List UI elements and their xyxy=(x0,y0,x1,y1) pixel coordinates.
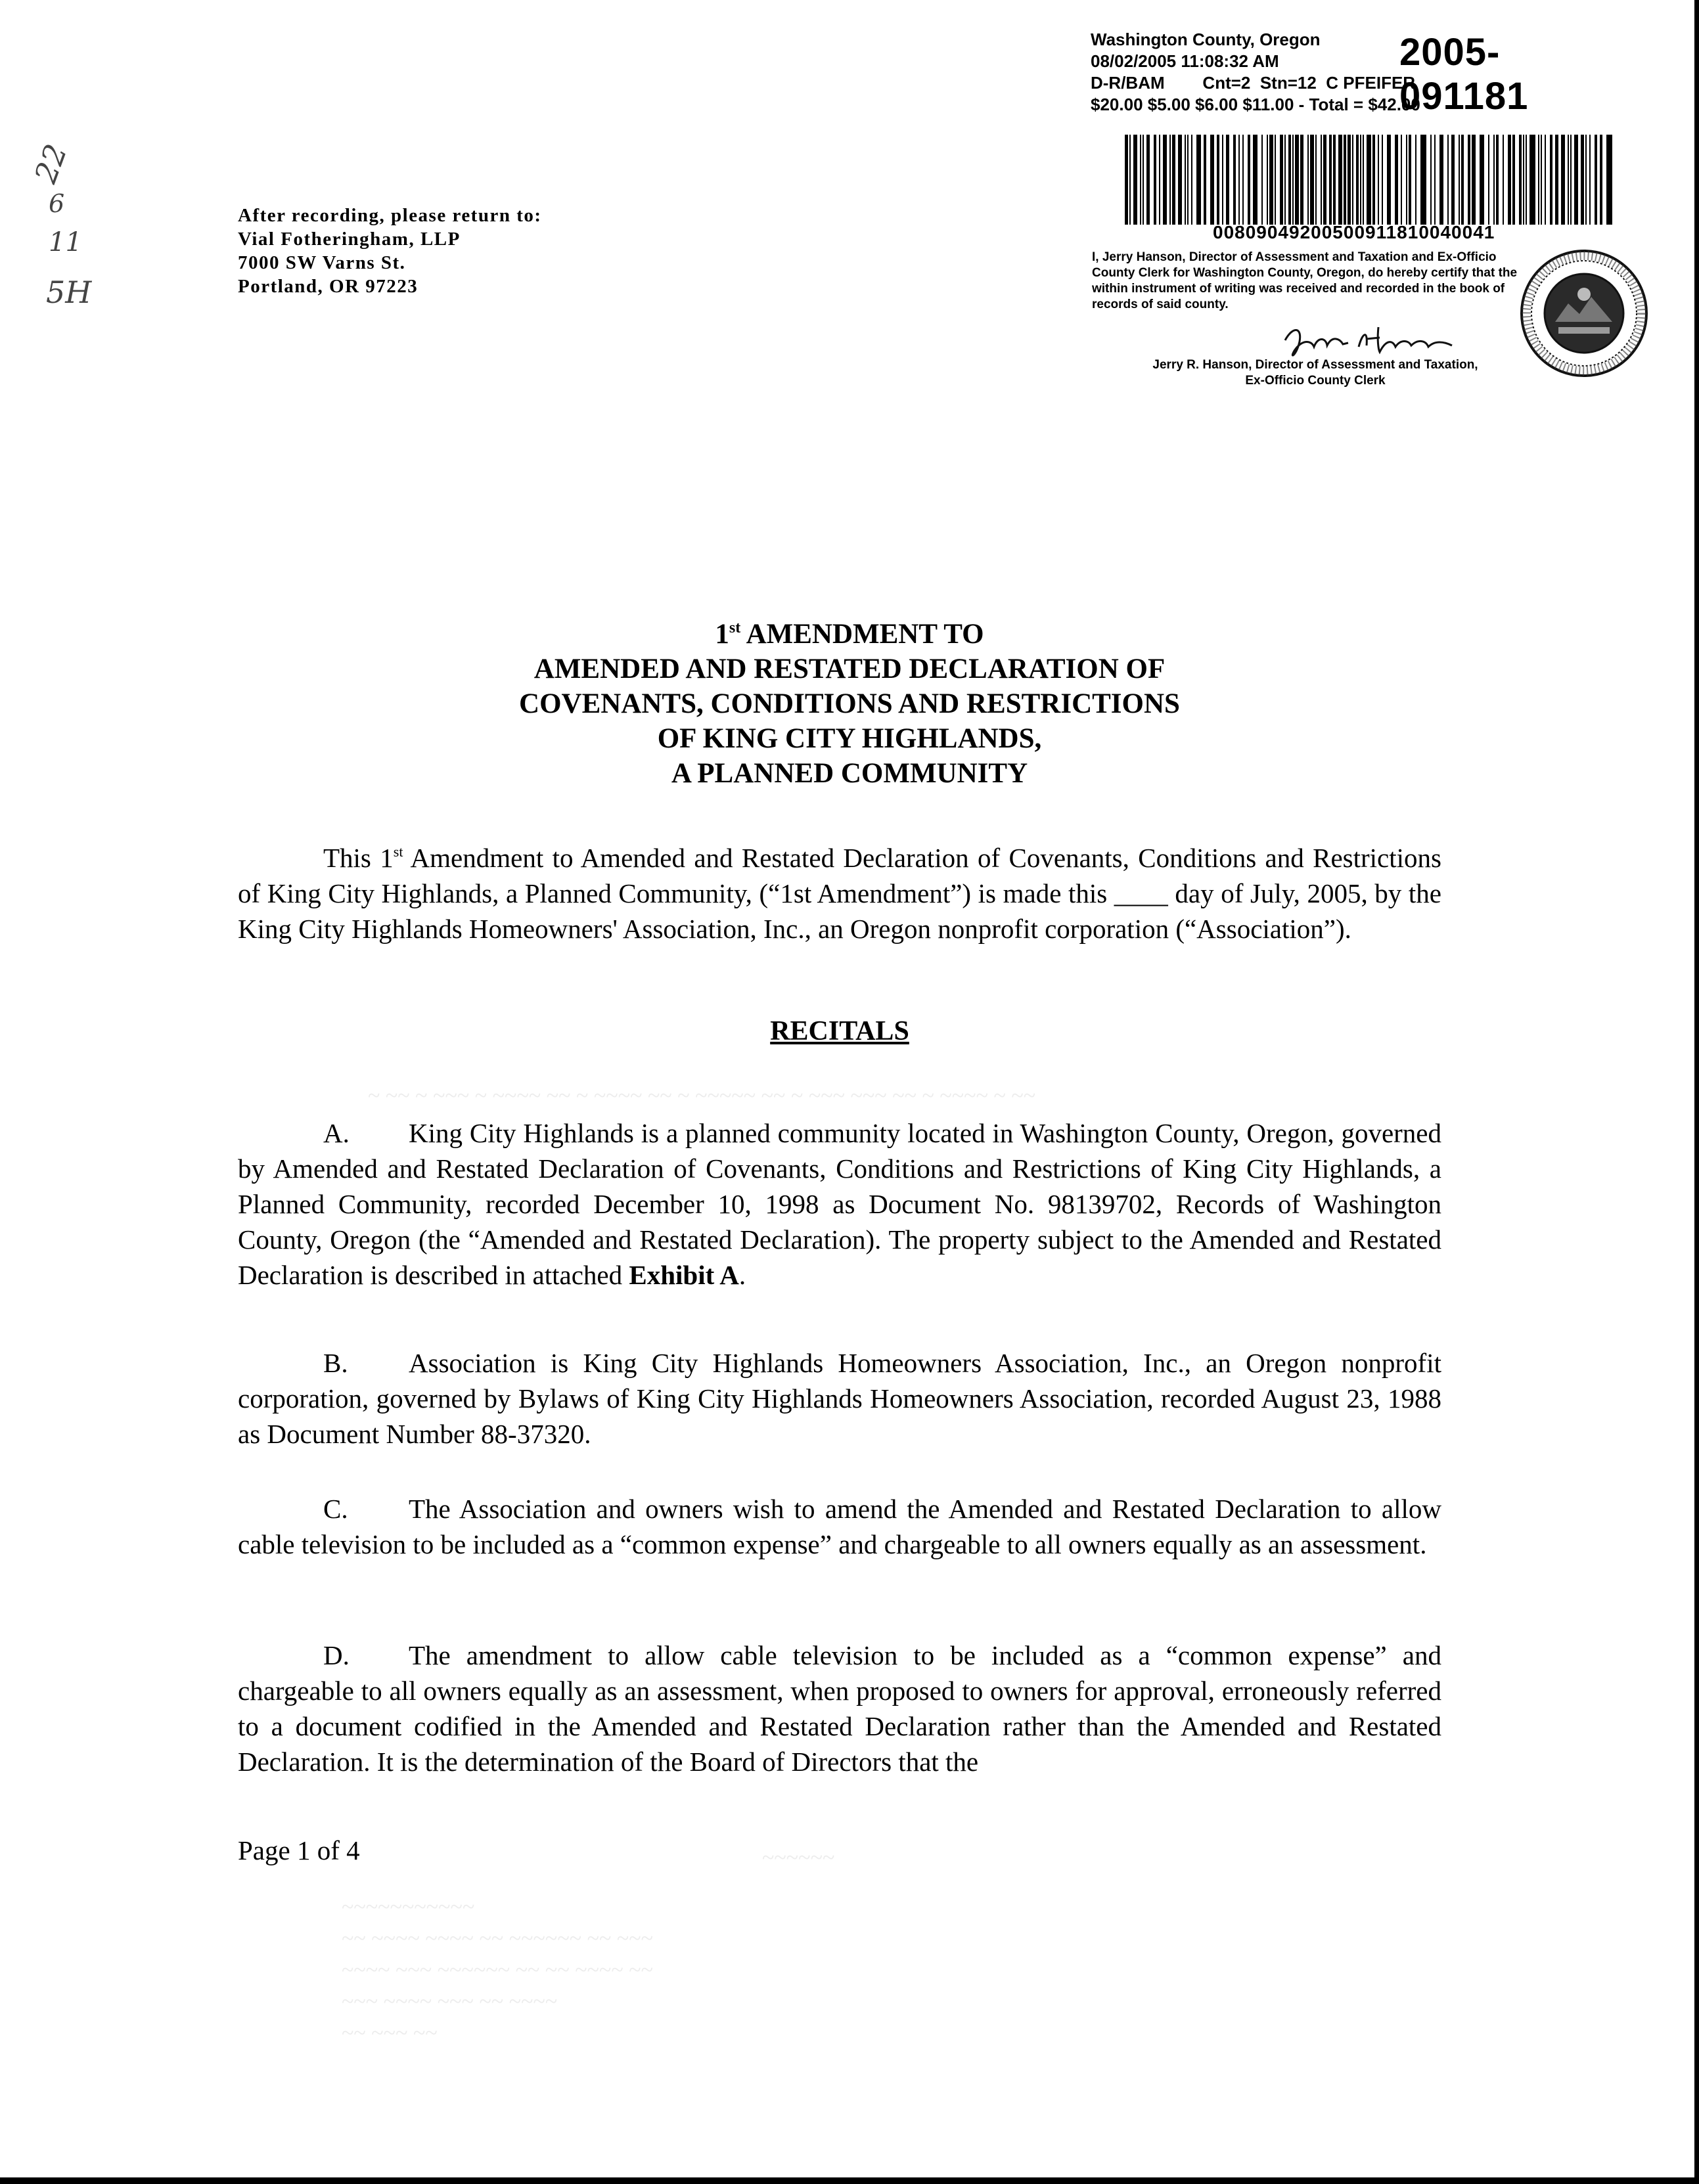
barcode-bar xyxy=(1242,135,1244,225)
barcode-bar xyxy=(1363,135,1364,225)
return-address-line: 7000 SW Varns St. xyxy=(238,252,406,273)
recording-document-number: 2005-091181 xyxy=(1399,31,1529,118)
barcode-bar xyxy=(1338,135,1342,225)
clerk-certification: I, Jerry Hanson, Director of Assessment and Taxation and Ex-Officio County Clerk for Washington County, Oregon, do hereby certify that the within instrument of writing was received and recorded in the book of records of said county. xyxy=(1092,250,1518,311)
bleed-through: ~ ~~ ~ ~~~ ~ ~~~~ ~~ ~ ~~~~ ~~ ~ ~~~~~ ~~ ~ ~~~ ~~~ ~~ ~ ~~~~ ~ ~~ xyxy=(368,1084,1036,1108)
return-address-line: Portland, OR 97223 xyxy=(238,276,419,297)
barcode-bar xyxy=(1387,135,1391,225)
barcode-bar xyxy=(1395,135,1398,225)
barcode-bar xyxy=(1451,135,1455,225)
barcode-bar xyxy=(1480,135,1484,225)
barcode-bar xyxy=(1541,135,1542,225)
barcode-bar xyxy=(1555,135,1558,225)
barcode-bar xyxy=(1496,135,1499,225)
barcode-bar xyxy=(1154,135,1156,225)
barcode-bar xyxy=(1519,135,1522,225)
barcode-bar xyxy=(1129,135,1131,225)
recital-a: A. King City Highlands is a planned community located in Washington County, Oregon, governed by Amended and Restated Declaration of Covenants, Conditions and Restrictions of King City Highlands, a Planned Community, recorded December 10, 1998 as Document No. 98139702, Records of Washington County, Oregon (the “Amended and Restated Declaration). The property subject to the Amended and Restated Declaration is described in attached Exhibit A. xyxy=(238,1115,1441,1293)
barcode-bar xyxy=(1352,135,1353,225)
barcode-bar xyxy=(1238,135,1240,225)
margin-note: 6 xyxy=(49,189,65,218)
barcode-bar xyxy=(1581,135,1584,225)
title-line: COVENANTS, CONDITIONS AND RESTRICTIONS xyxy=(519,688,1180,719)
barcode-bar xyxy=(1163,135,1167,225)
barcode-bar xyxy=(1606,135,1612,225)
intro-paragraph: This 1st Amendment to Amended and Restated Declaration of Covenants, Conditions and Restrictions of King City Highlands, a Planned Community, (“1st Amendment”) is made this ____ day of July, 2005, by the King City Highlands Homeowners' Association, Inc., an Oregon nonprofit corporation (“Association”). xyxy=(238,843,1441,944)
barcode-bar xyxy=(1344,135,1346,225)
margin-note: 22 xyxy=(27,139,74,188)
recital-letter: B. xyxy=(323,1348,348,1378)
barcode-bar xyxy=(1372,135,1375,225)
barcode-bar xyxy=(1545,135,1546,225)
barcode-bar xyxy=(1292,135,1294,225)
recording-fees: $20.00 $5.00 $6.00 $11.00 - Total = $42.00 xyxy=(1091,95,1420,114)
barcode-bar xyxy=(1420,135,1426,225)
barcode-bar xyxy=(1523,135,1524,225)
barcode-bar xyxy=(1401,135,1402,225)
return-address-line: After recording, please return to: xyxy=(238,205,542,226)
barcode-bar xyxy=(1169,135,1171,225)
barcode-bar xyxy=(1267,135,1268,225)
barcode-bar xyxy=(1550,135,1552,225)
barcode-bar xyxy=(1329,135,1332,225)
barcode-bar xyxy=(1172,135,1175,225)
barcode-bar xyxy=(1196,135,1201,225)
barcode-bar xyxy=(1178,135,1182,225)
title-line: 1st AMENDMENT TO xyxy=(715,619,984,650)
barcode-bar xyxy=(1217,135,1219,225)
scan-border-bottom xyxy=(0,2177,1699,2184)
barcode-bar xyxy=(1222,135,1223,225)
barcode-bar xyxy=(1561,135,1565,225)
barcode xyxy=(1125,135,1614,225)
barcode-bar xyxy=(1461,135,1464,225)
barcode-bar xyxy=(1356,135,1359,225)
barcode-bar xyxy=(1585,135,1587,225)
barcode-bar xyxy=(1300,135,1303,225)
title-line: AMENDED AND RESTATED DECLARATION OF xyxy=(533,654,1166,684)
barcode-bar xyxy=(1430,135,1432,225)
clerk-title-line: Jerry R. Hanson, Director of Assessment and Taxation, xyxy=(1152,358,1478,372)
barcode-bar xyxy=(1140,135,1141,225)
barcode-bar xyxy=(1529,135,1535,225)
recital-letter: C. xyxy=(323,1494,348,1524)
page-number: Page 1 of 4 xyxy=(238,1835,360,1865)
barcode-bar xyxy=(1226,135,1229,225)
clerk-title-line: Ex-Officio County Clerk xyxy=(1245,374,1386,388)
barcode-bar xyxy=(1280,135,1283,225)
recording-codes: D-R/BAM Cnt=2 Stn=12 C PFEIFER xyxy=(1091,73,1416,93)
barcode-bar xyxy=(1600,135,1602,225)
barcode-bar xyxy=(1415,135,1416,225)
barcode-bar xyxy=(1284,135,1286,225)
return-address xyxy=(238,204,542,298)
barcode-bar xyxy=(1439,135,1443,225)
barcode-bar xyxy=(1493,135,1495,225)
recital-letter: A. xyxy=(323,1118,350,1148)
barcode-bar xyxy=(1261,135,1263,225)
barcode-bar xyxy=(1409,135,1411,225)
barcode-bar xyxy=(1269,135,1273,225)
barcode-bar xyxy=(1512,135,1515,225)
barcode-bar xyxy=(1360,135,1361,225)
barcode-bar xyxy=(1508,135,1511,225)
barcode-bar xyxy=(1295,135,1299,225)
barcode-bar xyxy=(1367,135,1371,225)
barcode-bar xyxy=(1253,135,1257,225)
barcode-bar xyxy=(1348,135,1351,225)
barcode-bar xyxy=(1472,135,1476,225)
recitals-heading: RECITALS xyxy=(770,1016,909,1046)
barcode-bar xyxy=(1323,135,1326,225)
margin-note: 11 xyxy=(49,227,82,257)
barcode-bar xyxy=(1191,135,1192,225)
barcode-bar xyxy=(1568,135,1569,225)
barcode-bar xyxy=(1570,135,1572,225)
barcode-bar xyxy=(1378,135,1379,225)
recording-stamp xyxy=(1091,29,1616,116)
barcode-bar xyxy=(1307,135,1309,225)
recital-b: B. Association is King City Highlands Homeowners Association, Inc., an Oregon nonprofit corporation, governed by Bylaws of King City Highlands Homeowners Association, recorded August 23, 1988 as Document Number 88-37320. xyxy=(238,1345,1441,1452)
bleed-through: ~~~~~~ xyxy=(762,1846,835,1870)
barcode-bar xyxy=(1574,135,1578,225)
title-line: OF KING CITY HIGHLANDS, xyxy=(657,723,1042,754)
barcode-bar xyxy=(1595,135,1597,225)
barcode-bar xyxy=(1406,135,1407,225)
margin-note: 5H xyxy=(46,275,92,310)
recording-county: Washington County, Oregon xyxy=(1091,30,1321,49)
barcode-bar xyxy=(1233,135,1236,225)
barcode-bar xyxy=(1589,135,1591,225)
barcode-bar xyxy=(1210,135,1214,225)
return-address-line: Vial Fotheringham, LLP xyxy=(238,229,461,250)
barcode-bar xyxy=(1187,135,1189,225)
barcode-number: 00809049200500911810040041 xyxy=(1213,222,1495,242)
recital-d: D. The amendment to allow cable television to be included as a “common expense” and chargeable to all owners equally as an assessment, when proposed to owners for approval, erroneously referred to a document codified in the Amended and Restated Declaration rather than the Amended and Restated Declaration. It is the determination of the Board of Directors that the xyxy=(238,1638,1441,1779)
barcode-bar xyxy=(1310,135,1314,225)
barcode-bar xyxy=(1248,135,1250,225)
recording-datetime: 08/02/2005 11:08:32 AM xyxy=(1091,51,1279,71)
barcode-bar xyxy=(1503,135,1504,225)
barcode-bar xyxy=(1315,135,1317,225)
barcode-bar xyxy=(1288,135,1291,225)
barcode-bar xyxy=(1146,135,1150,225)
barcode-bar xyxy=(1333,135,1336,225)
document-title xyxy=(328,611,1371,791)
barcode-bar xyxy=(1125,135,1128,225)
barcode-bar xyxy=(1159,135,1160,225)
barcode-bar xyxy=(1382,135,1383,225)
barcode-bar xyxy=(1488,135,1489,225)
barcode-bar xyxy=(1275,135,1276,225)
barcode-bar xyxy=(1133,135,1137,225)
county-seal-icon xyxy=(1519,248,1649,378)
barcode-bar xyxy=(1468,135,1470,225)
barcode-bar xyxy=(1204,135,1206,225)
barcode-bar xyxy=(1143,135,1144,225)
scan-border-right xyxy=(1694,0,1699,2184)
bleed-through: ~~~~~~~~~~~ ~~ ~~~~ ~~~~ ~~ ~~~~~~ ~~ ~~~ ~~~~ ~~~ ~~~~~~ ~~ ~~ ~~~~ ~~ ~~~ ~~~~ ~~~ ~~ ~~~~ ~~ ~~~ ~~ xyxy=(342,1895,654,2045)
barcode-bar xyxy=(1447,135,1449,225)
clerk-title xyxy=(1092,357,1539,389)
recital-letter: D. xyxy=(323,1640,350,1670)
barcode-bar xyxy=(1321,135,1322,225)
title-line: A PLANNED COMMUNITY xyxy=(671,758,1028,789)
recital-c: C. The Association and owners wish to amend the Amended and Restated Declaration to allow cable television to be included as a “common expense” and chargeable to all owners equally as an assessment. xyxy=(238,1491,1441,1562)
barcode-bar xyxy=(1459,135,1460,225)
barcode-bar xyxy=(1434,135,1436,225)
barcode-bar xyxy=(1185,135,1186,225)
barcode-bar xyxy=(1538,135,1539,225)
barcode-bar xyxy=(1526,135,1527,225)
